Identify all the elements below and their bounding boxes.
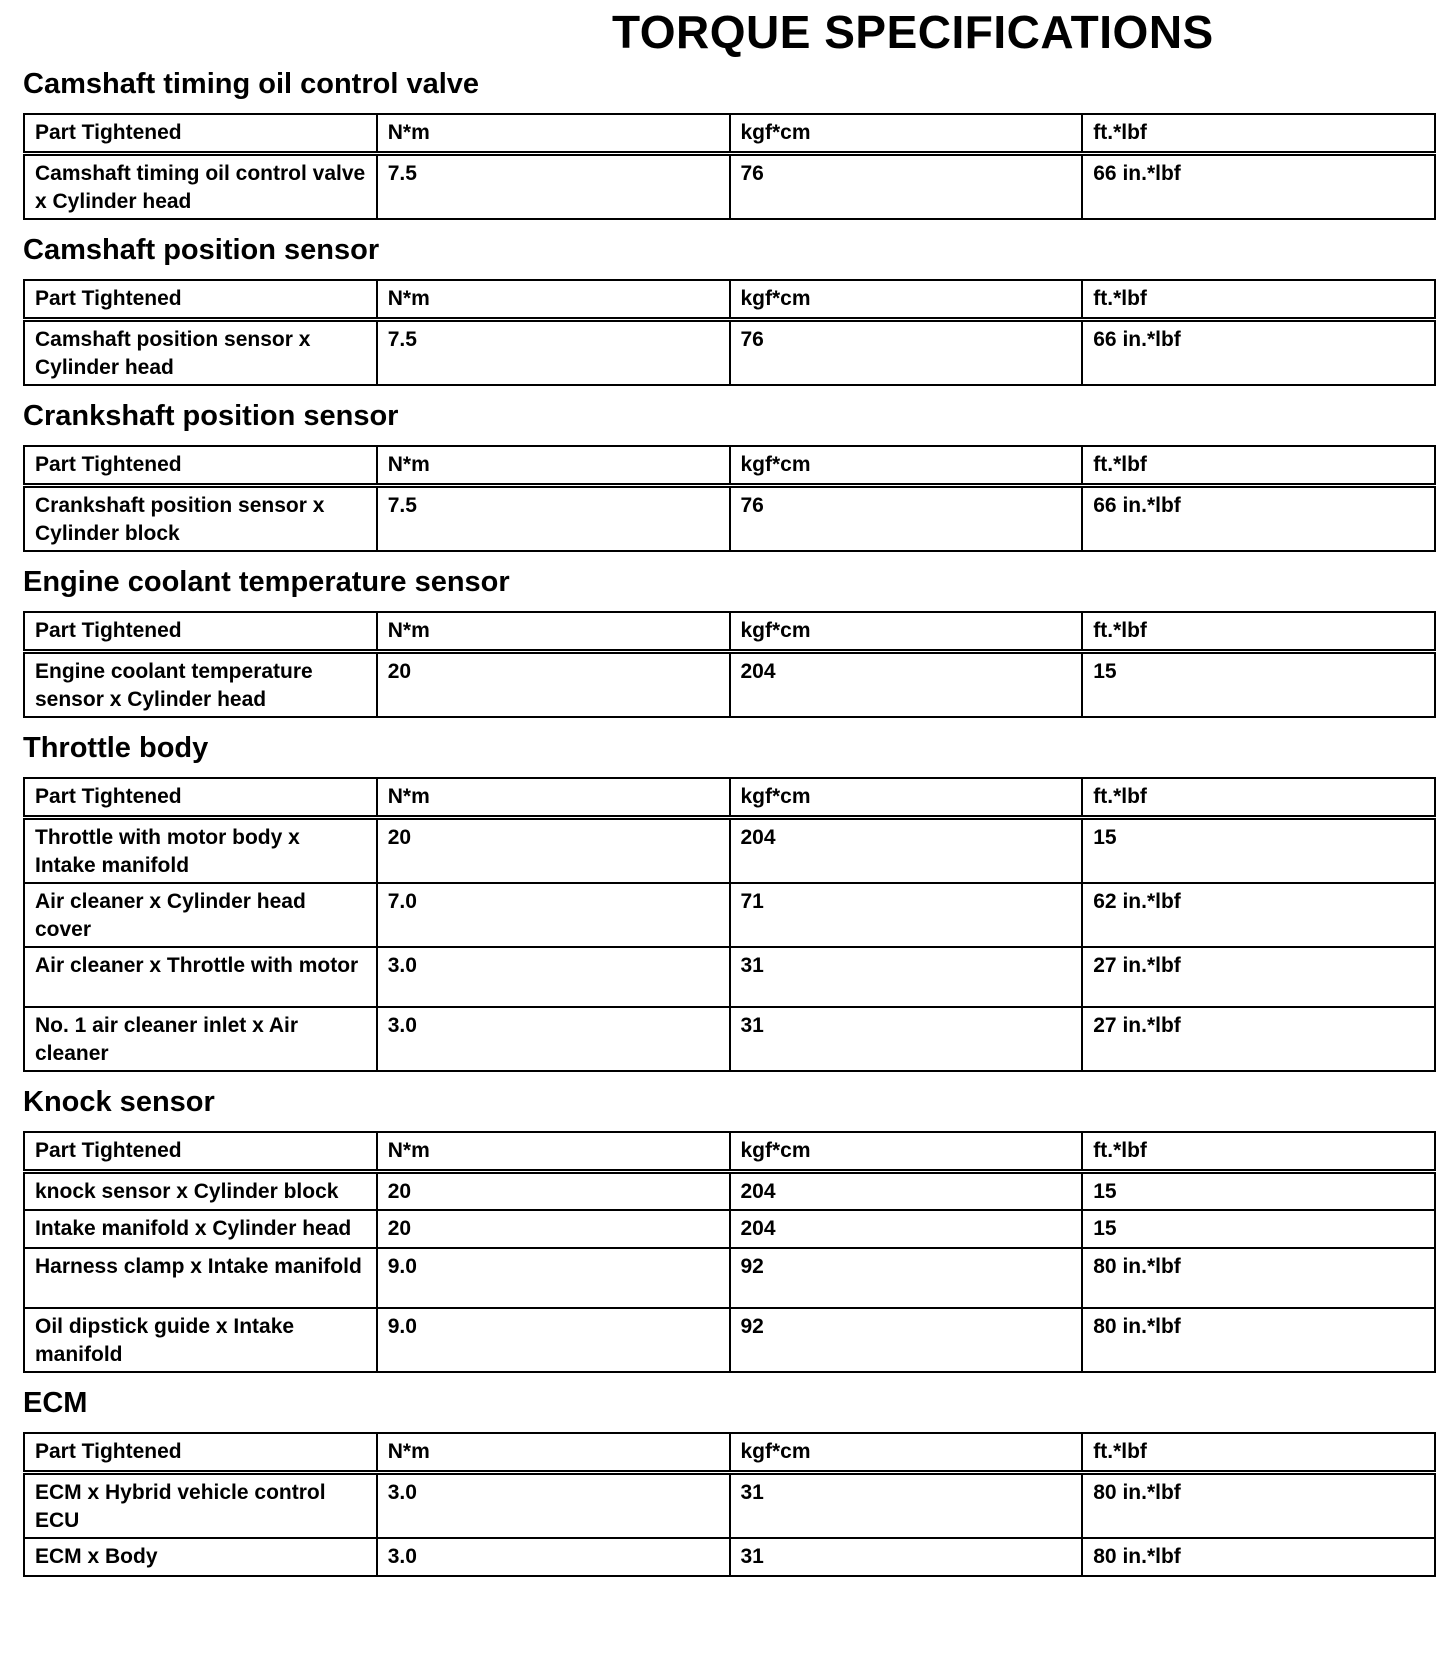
kgfcm-cell: 76 [730,154,1083,220]
part-cell: Intake manifold x Cylinder head [24,1210,377,1248]
section-heading: Crankshaft position sensor [23,400,399,432]
spec-section [23,58,1436,220]
part-cell: knock sensor x Cylinder block [24,1172,377,1210]
part-cell: Harness clamp x Intake manifold [24,1248,377,1308]
table-row [24,1308,1435,1372]
kgfcm-cell: 76 [730,320,1083,386]
ftlbf-cell: 15 [1082,1172,1435,1210]
torque-table [23,611,1436,718]
table-header-row [24,1433,1435,1473]
column-header-ftlbf: ft.*lbf [1082,778,1435,818]
nm-cell: 7.5 [377,320,730,386]
spec-section [23,556,1436,718]
column-header-kgfcm: kgf*cm [730,114,1083,154]
section-heading: Engine coolant temperature sensor [23,566,510,598]
ftlbf-cell: 15 [1082,1210,1435,1248]
table-header-row [24,446,1435,486]
table-row [24,486,1435,552]
spec-section [23,224,1436,386]
spec-sections [23,58,1436,1581]
kgfcm-cell: 92 [730,1308,1083,1372]
nm-cell: 20 [377,1172,730,1210]
page-title: TORQUE SPECIFICATIONS [612,6,1214,58]
nm-cell: 3.0 [377,1538,730,1576]
nm-cell: 3.0 [377,1472,730,1538]
kgfcm-cell: 204 [730,1210,1083,1248]
ftlbf-cell: 80 in.*lbf [1082,1248,1435,1308]
table-row [24,1538,1435,1576]
column-header-nm: N*m [377,280,730,320]
spec-section [23,1377,1436,1577]
torque-table [23,777,1436,1072]
column-header-part: Part Tightened [24,114,377,154]
part-cell: ECM x Body [24,1538,377,1576]
table-header-row [24,778,1435,818]
kgfcm-cell: 71 [730,883,1083,947]
column-header-part: Part Tightened [24,446,377,486]
table-row [24,1472,1435,1538]
kgfcm-cell: 31 [730,1472,1083,1538]
column-header-ftlbf: ft.*lbf [1082,1433,1435,1473]
part-cell: No. 1 air cleaner inlet x Air cleaner [24,1007,377,1071]
column-header-kgfcm: kgf*cm [730,612,1083,652]
kgfcm-cell: 31 [730,1007,1083,1071]
table-row [24,818,1435,884]
part-cell: Throttle with motor body x Intake manifold [24,818,377,884]
table-header-row [24,612,1435,652]
table-header-row [24,1132,1435,1172]
column-header-nm: N*m [377,1132,730,1172]
torque-table [23,1131,1436,1373]
column-header-kgfcm: kgf*cm [730,446,1083,486]
column-header-nm: N*m [377,1433,730,1473]
kgfcm-cell: 31 [730,1538,1083,1576]
torque-table [23,1432,1436,1577]
nm-cell: 3.0 [377,947,730,1007]
kgfcm-cell: 92 [730,1248,1083,1308]
column-header-ftlbf: ft.*lbf [1082,446,1435,486]
nm-cell: 20 [377,818,730,884]
section-heading: Camshaft position sensor [23,234,380,266]
column-header-part: Part Tightened [24,778,377,818]
part-cell: Crankshaft position sensor x Cylinder block [24,486,377,552]
column-header-kgfcm: kgf*cm [730,1433,1083,1473]
column-header-part: Part Tightened [24,612,377,652]
ftlbf-cell: 80 in.*lbf [1082,1308,1435,1372]
table-row [24,1172,1435,1210]
nm-cell: 20 [377,1210,730,1248]
column-header-part: Part Tightened [24,1132,377,1172]
column-header-ftlbf: ft.*lbf [1082,114,1435,154]
ftlbf-cell: 27 in.*lbf [1082,1007,1435,1071]
part-cell: Air cleaner x Cylinder head cover [24,883,377,947]
nm-cell: 7.5 [377,154,730,220]
table-row [24,1210,1435,1248]
column-header-ftlbf: ft.*lbf [1082,612,1435,652]
kgfcm-cell: 204 [730,652,1083,718]
section-heading: Knock sensor [23,1086,215,1118]
torque-table [23,445,1436,552]
spec-section [23,722,1436,1072]
column-header-ftlbf: ft.*lbf [1082,280,1435,320]
column-header-nm: N*m [377,114,730,154]
section-heading: ECM [23,1386,88,1419]
part-cell: Oil dipstick guide x Intake manifold [24,1308,377,1372]
part-cell: Camshaft timing oil control valve x Cylinder head [24,154,377,220]
torque-table [23,113,1436,220]
spec-section [23,1076,1436,1373]
section-heading: Throttle body [23,732,209,764]
ftlbf-cell: 80 in.*lbf [1082,1472,1435,1538]
part-cell: Engine coolant temperature sensor x Cylinder head [24,652,377,718]
part-cell: Camshaft position sensor x Cylinder head [24,320,377,386]
ftlbf-cell: 66 in.*lbf [1082,486,1435,552]
column-header-kgfcm: kgf*cm [730,778,1083,818]
column-header-kgfcm: kgf*cm [730,280,1083,320]
part-cell: ECM x Hybrid vehicle control ECU [24,1472,377,1538]
kgfcm-cell: 31 [730,947,1083,1007]
kgfcm-cell: 204 [730,818,1083,884]
table-row [24,652,1435,718]
nm-cell: 7.5 [377,486,730,552]
column-header-part: Part Tightened [24,280,377,320]
table-row [24,154,1435,220]
ftlbf-cell: 66 in.*lbf [1082,320,1435,386]
column-header-nm: N*m [377,778,730,818]
spec-section [23,390,1436,552]
section-heading: Camshaft timing oil control valve [23,68,480,100]
column-header-kgfcm: kgf*cm [730,1132,1083,1172]
kgfcm-cell: 204 [730,1172,1083,1210]
table-row [24,1248,1435,1308]
ftlbf-cell: 66 in.*lbf [1082,154,1435,220]
column-header-nm: N*m [377,612,730,652]
ftlbf-cell: 80 in.*lbf [1082,1538,1435,1576]
ftlbf-cell: 62 in.*lbf [1082,883,1435,947]
table-header-row [24,114,1435,154]
torque-table [23,279,1436,386]
table-row [24,947,1435,1007]
column-header-part: Part Tightened [24,1433,377,1473]
column-header-ftlbf: ft.*lbf [1082,1132,1435,1172]
nm-cell: 3.0 [377,1007,730,1071]
nm-cell: 9.0 [377,1308,730,1372]
table-row [24,320,1435,386]
nm-cell: 7.0 [377,883,730,947]
ftlbf-cell: 27 in.*lbf [1082,947,1435,1007]
table-header-row [24,280,1435,320]
part-cell: Air cleaner x Throttle with motor [24,947,377,1007]
nm-cell: 9.0 [377,1248,730,1308]
ftlbf-cell: 15 [1082,818,1435,884]
table-row [24,883,1435,947]
kgfcm-cell: 76 [730,486,1083,552]
nm-cell: 20 [377,652,730,718]
column-header-nm: N*m [377,446,730,486]
table-row [24,1007,1435,1071]
ftlbf-cell: 15 [1082,652,1435,718]
